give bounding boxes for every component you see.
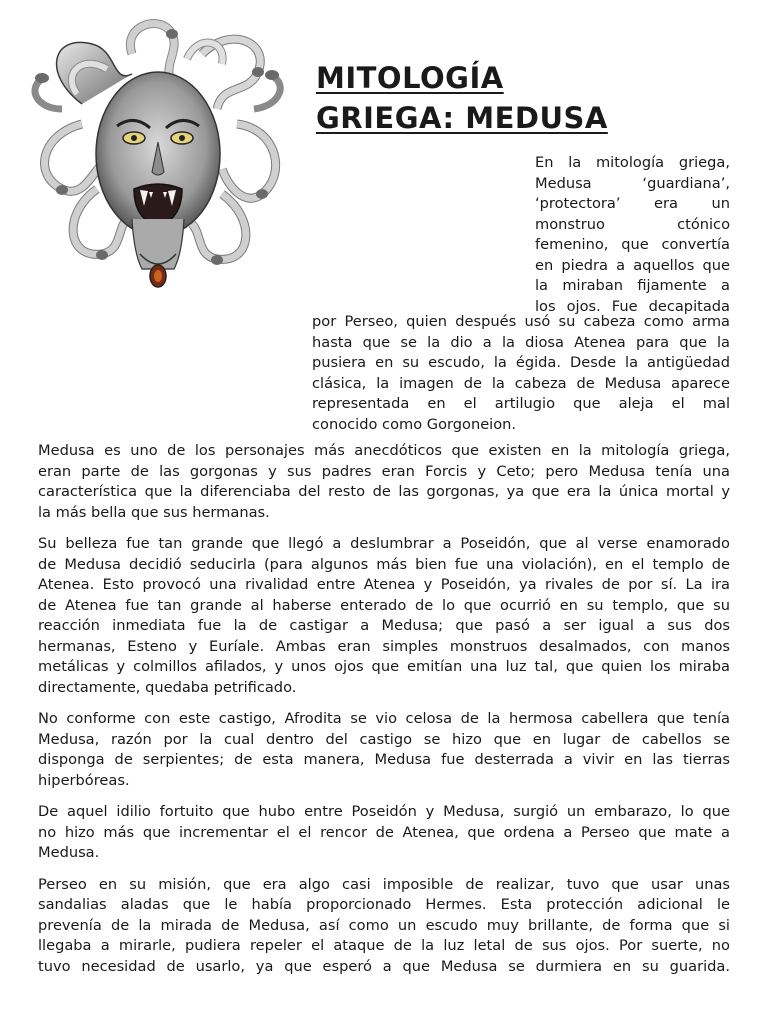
text-line: reacción inmediata fue la de castigar a Medusa; que pasó a ser igual a sus dos	[38, 617, 730, 634]
text-line: hermanas, Esteno y Euríale. Ambas eran simples monstruos desalmados, con manos	[38, 637, 730, 655]
text-line: No conforme con este castigo, Afrodita se vio celosa de la hermosa cabellera que tenía	[38, 710, 730, 727]
text-line: tuvo necesidad de usarlo, ya que esperó a que Medusa se durmiera en su guarida.	[38, 957, 730, 975]
body-text	[38, 441, 730, 988]
text-line: la más bella que sus hermanas.	[38, 503, 270, 521]
intro-text-right	[535, 153, 730, 317]
text-line: femenino, que convertía	[535, 236, 730, 253]
text-line: Medusa.	[38, 844, 100, 861]
text-line: característica que la diferenciaba del resto de las gorgonas, ya que era la única mortal y	[38, 483, 730, 500]
paragraph	[38, 875, 730, 978]
text-line: ‘protectora’ era un	[535, 195, 730, 212]
text-line: hiperbóreas.	[38, 771, 130, 789]
text-line: de Medusa decidió seducirla (para algunos más bien fue una violación), en el templo de	[38, 555, 730, 573]
text-line: monstruo ctónico	[535, 215, 730, 233]
medusa-illustration	[22, 14, 294, 304]
paragraph	[38, 441, 730, 523]
text-line: los ojos. Fue decapitada	[535, 297, 730, 315]
paragraph	[38, 709, 730, 791]
text-line: sandalias aladas que le había proporcionado Hermes. Esta protección adicional le	[38, 896, 730, 913]
text-line: Medusa es uno de los personajes más anecdóticos que existen en la mitología griega,	[38, 442, 730, 459]
paragraph	[38, 534, 730, 698]
text-line: De aquel idilio fortuito que hubo entre Poseidón y Medusa, surgió un embarazo, lo que	[38, 803, 730, 820]
text-line: En la mitología griega,	[535, 154, 730, 171]
text-line: representada en el artilugio que aleja el mal	[312, 395, 730, 412]
text-line: Medusa, razón por la cual dentro del castigo se hizo que en lugar de cabellos se	[38, 730, 730, 748]
text-line: directamente, quedaba petrificado.	[38, 678, 297, 696]
text-line: conocido como Gorgoneion.	[312, 415, 517, 433]
text-line: en piedra a aquellos que	[535, 256, 730, 274]
text-line: Su belleza fue tan grande que llegó a deslumbrar a Poseidón, que al verse enamorado	[38, 535, 730, 552]
text-line: eran parte de las gorgonas y sus padres eran Forcis y Ceto; pero Medusa tenía una	[38, 462, 730, 480]
intro-text-wide	[312, 312, 730, 435]
text-line: por Perseo, quien después usó su cabeza como arma	[312, 313, 730, 330]
text-line: hasta que se la dio a la diosa Atenea para que la	[312, 333, 730, 351]
page-title	[316, 58, 736, 138]
text-line: Atenea. Esto provocó una rivalidad entre Atenea y Poseidón, ya rivales de por sí. La ira	[38, 576, 730, 593]
title-line: MITOLOGÍA	[316, 61, 504, 95]
text-line: pusiera en su escudo, la égida. Desde la antigüedad	[312, 354, 730, 371]
text-line: Perseo en su misión, que era algo casi imposible de realizar, tuvo que usar unas	[38, 875, 730, 893]
text-line: clásica, la imagen de la cabeza de Medusa aparece	[312, 374, 730, 392]
text-line: disponga de serpientes; de esta manera, Medusa fue desterrada a vivir en las tierras	[38, 751, 730, 768]
text-line: no hizo más que incrementar el el rencor de Atenea, que ordena a Perseo que mate a	[38, 823, 730, 841]
paragraph	[38, 802, 730, 864]
text-line: prevenía de la mirada de Medusa, así como un escudo muy brillante, de forma que si	[38, 916, 730, 934]
text-line: de Atenea fue tan grande al haberse enterado de lo que ocurrió en su templo, que su	[38, 596, 730, 614]
text-line: metálicas y colmillos afilados, y unos ojos que emitían una luz tal, que quien los miraba	[38, 658, 730, 675]
text-line: Medusa ‘guardiana’,	[535, 174, 730, 192]
text-line: la miraban fijamente a	[535, 277, 730, 294]
text-line: llegaba a mirarle, pudiera repeler el ataque de la luz letal de sus ojos. Por suerte, no	[38, 937, 730, 954]
title-line: GRIEGA: MEDUSA	[316, 101, 608, 135]
